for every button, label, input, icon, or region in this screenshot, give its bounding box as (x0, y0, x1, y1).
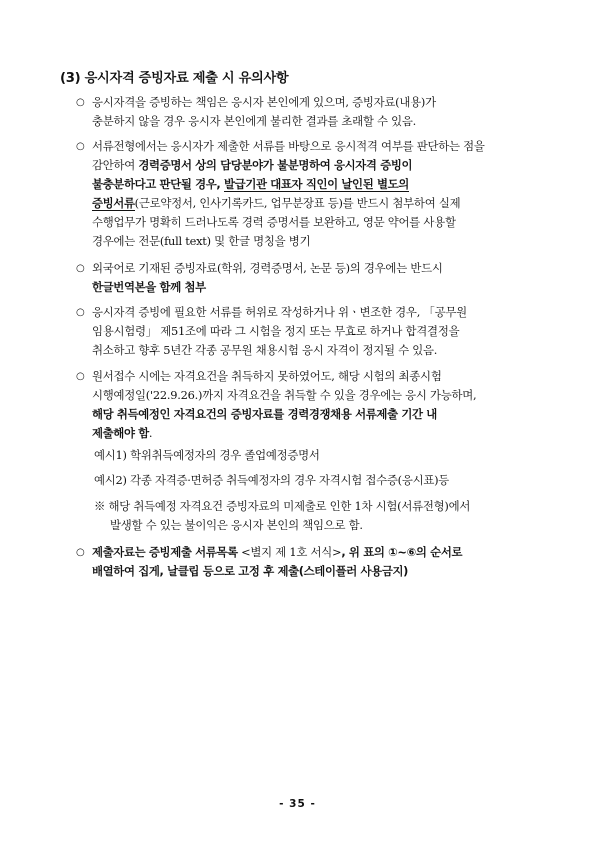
bold-text: 불충분하다고 판단될 경우, (92, 177, 225, 191)
paragraph-expected-qualification (76, 367, 476, 443)
bullet-circle: ○ (76, 97, 85, 108)
text-line: ※ 해당 취득예정 자격요건 증빙자료의 미제출로 인한 1차 시험(서류전형)에서 (94, 499, 471, 513)
text-line (76, 543, 462, 562)
paragraph-responsibility (76, 93, 436, 131)
paragraph-document-screening (76, 137, 485, 251)
paragraph-falsification (76, 303, 467, 360)
text-line: 응시자격을 증빙하는 책임은 응시자 본인에게 있으며, 증빙자료(내용)가 (92, 95, 436, 109)
text-span: 감안하여 (92, 158, 139, 172)
text-line (76, 424, 476, 443)
bold-text: , 위 표의 ①~⑥의 순서로 (341, 545, 463, 559)
bold-underlined-text: 증빙서류 (92, 196, 135, 210)
text-line: 발생할 수 있는 불이익은 응시자 본인의 책임으로 함. (110, 518, 363, 532)
example-2: 예시2) 각종 자격증·면허증 취득예정자의 경우 자격시험 접수증(응시표)등 (94, 473, 450, 487)
bullet-circle: ○ (76, 371, 85, 382)
note-disadvantage (94, 497, 470, 535)
text-line: 수행업무가 명확히 드러나도록 경력 증명서를 보완하고, 영문 약어를 사용할 (92, 215, 456, 229)
section-heading: (3) 응시자격 증빙자료 제출 시 유의사항 (60, 71, 289, 86)
bold-text: 배열하여 집게, 날클립 등으로 고정 후 제출(스테이플러 사용금지) (92, 564, 408, 578)
bold-underlined-text: 발급기관 대표자 직인이 날인된 별도의 (224, 177, 409, 191)
text-line: 임용시험령」 제51조에 따라 그 시험을 정지 또는 무효로 하거나 합격결정을 (92, 324, 460, 338)
bullet-circle: ○ (76, 307, 85, 318)
example-1: 예시1) 학위취득예정자의 경우 졸업예정증명서 (94, 448, 320, 462)
text-line: 외국어로 기재된 증빙자료(학위, 경력증명서, 논문 등)의 경우에는 반드시 (92, 261, 443, 275)
text-line (76, 194, 485, 213)
bold-text: 한글번역본을 함께 첨부 (92, 280, 206, 294)
bullet-circle: ○ (76, 141, 85, 152)
paragraph-submission-order (76, 543, 462, 581)
bullet-circle: ○ (76, 547, 85, 558)
text-line: 원서접수 시에는 자격요건을 취득하지 못하였어도, 해당 시험의 최종시험 (92, 369, 442, 383)
bold-text: 제출해야 함 (92, 426, 149, 440)
text-line (76, 175, 485, 194)
bold-text: 제출자료는 증빙제출 서류목록 (92, 545, 238, 559)
text-span: (근로약정서, 인사기록카드, 업무분장표 등)를 반드시 첨부하여 실제 (134, 196, 461, 210)
text-line: 응시자격 증빙에 필요한 서류를 허위로 작성하거나 위ㆍ변조한 경우, 「공무원 (92, 305, 467, 319)
text-line: 충분하지 않을 경우 응시자 본인에게 불리한 결과를 초래할 수 있음. (92, 114, 417, 128)
bold-text: 해당 취득예정인 자격요건의 증빙자료를 경력경쟁채용 서류제출 기간 내 (92, 407, 437, 421)
paragraph-foreign-language (76, 259, 443, 297)
text-line: 서류전형에서는 응시자가 제출한 서류를 바탕으로 응시적격 여부를 판단하는 점을 (92, 139, 485, 153)
text-span: <별지 제 1호 서식> (237, 545, 342, 559)
text-line: 취소하고 향후 5년간 각종 공무원 채용시험 응시 자격이 정지될 수 있음. (92, 343, 438, 357)
bullet-circle: ○ (76, 263, 85, 274)
bold-text: 경력증명서 상의 담당분야가 불분명하여 응시자격 증빙이 (138, 158, 413, 172)
text-line: 시행예정일('22.9.26.)까지 자격요건을 취득할 수 있을 경우에는 응시 가능하며, (92, 388, 477, 402)
text-line: 경우에는 전문(full text) 및 한글 명칭을 병기 (92, 234, 311, 248)
text-line (76, 156, 485, 175)
text-span: . (148, 426, 153, 440)
page-number: - 35 - (279, 798, 316, 810)
